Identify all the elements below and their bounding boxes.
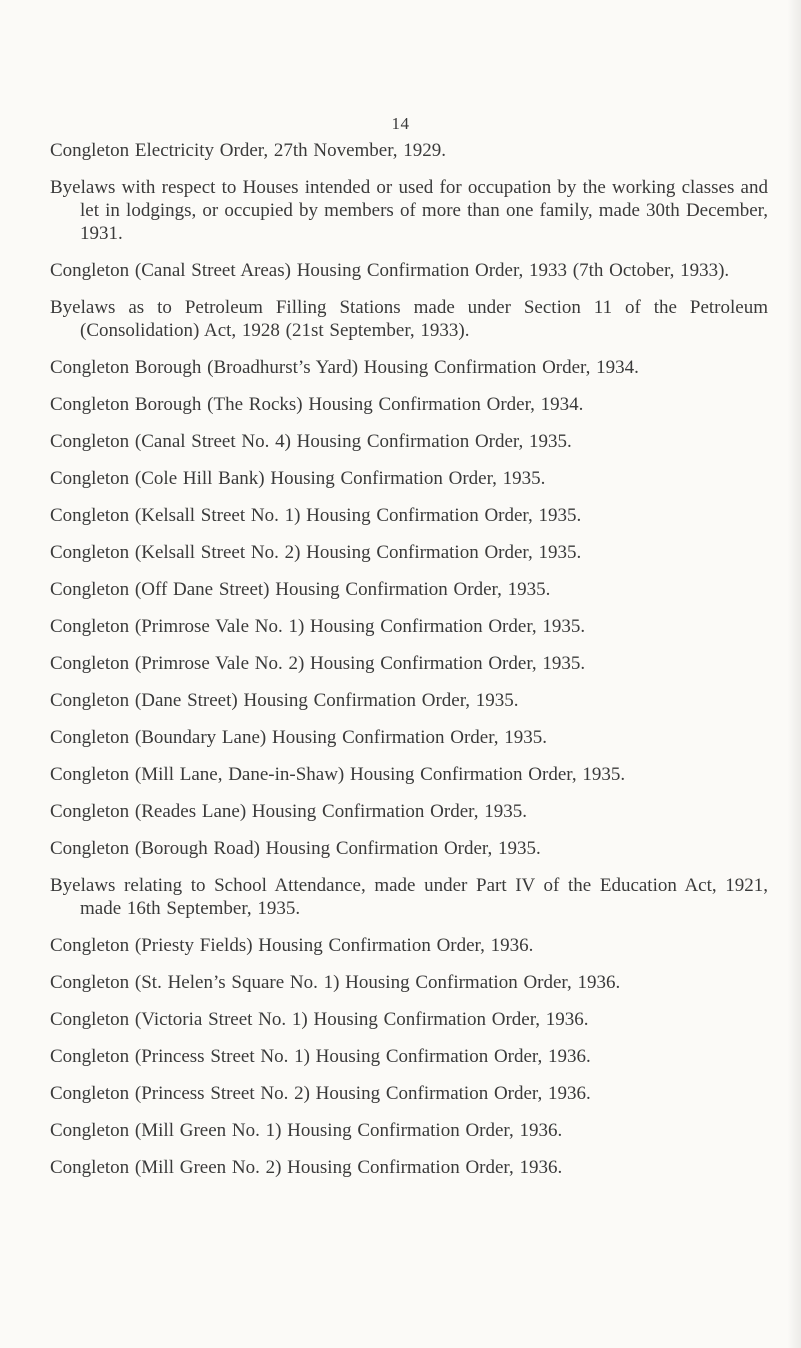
list-item: Congleton (Kelsall Street No. 2) Housing Confirmation Order, 1935. [50,542,582,563]
list-item: Congleton Borough (The Rocks) Housing Confirmation Order, 1934. [50,394,584,415]
list-item: Congleton (Canal Street No. 4) Housing Confirmation Order, 1935. [50,431,572,452]
list-item: Congleton (Mill Green No. 1) Housing Confirmation Order, 1936. [50,1120,563,1141]
list-item: Congleton (Canal Street Areas) Housing Confirmation Order, 1933 (7th October, 1933). [50,260,730,281]
list-item: Congleton (Kelsall Street No. 1) Housing Confirmation Order, 1935. [50,505,582,526]
list-item: Congleton (Primrose Vale No. 1) Housing Confirmation Order, 1935. [50,616,586,637]
page-number: 14 [391,114,410,133]
list-item: Congleton (Victoria Street No. 1) Housing Confirmation Order, 1936. [50,1009,589,1030]
list-item: Byelaws relating to School Attendance, made under Part IV of the Education Act, 1921, made 16th September, 1935. [50,875,768,919]
list-item: Congleton (Princess Street No. 2) Housing Confirmation Order, 1936. [50,1083,591,1104]
list-item: Congleton (Mill Green No. 2) Housing Confirmation Order, 1936. [50,1157,563,1178]
list-item: Congleton (Borough Road) Housing Confirmation Order, 1935. [50,838,541,859]
list-item: Congleton (Princess Street No. 1) Housing Confirmation Order, 1936. [50,1046,591,1067]
list-item: Congleton (Mill Lane, Dane-in-Shaw) Housing Confirmation Order, 1935. [50,764,626,785]
list-item: Congleton (Dane Street) Housing Confirmation Order, 1935. [50,690,519,711]
list-item: Byelaws with respect to Houses intended or used for occupation by the working classes and let in lodgings, or occupied by members of more than one family, made 30th December, 1931. [50,177,768,244]
list-item: Congleton (Reades Lane) Housing Confirmation Order, 1935. [50,801,527,822]
list-item: Byelaws as to Petroleum Filling Stations made under Section 11 of the Petroleum (Consolidation) Act, 1928 (21st September, 1933). [50,297,768,341]
list-item: Congleton (Cole Hill Bank) Housing Confirmation Order, 1935. [50,468,546,489]
list-item: Congleton Borough (Broadhurst’s Yard) Housing Confirmation Order, 1934. [50,357,639,378]
list-item: Congleton (St. Helen’s Square No. 1) Housing Confirmation Order, 1936. [50,972,621,993]
order-list [50,139,768,1193]
page-edge-shadow [787,0,801,1348]
list-item: Congleton (Priesty Fields) Housing Confirmation Order, 1936. [50,935,534,956]
list-item: Congleton (Off Dane Street) Housing Confirmation Order, 1935. [50,579,551,600]
list-item: Congleton (Boundary Lane) Housing Confirmation Order, 1935. [50,727,548,748]
list-item: Congleton Electricity Order, 27th November, 1929. [50,140,447,161]
list-item: Congleton (Primrose Vale No. 2) Housing Confirmation Order, 1935. [50,653,586,674]
